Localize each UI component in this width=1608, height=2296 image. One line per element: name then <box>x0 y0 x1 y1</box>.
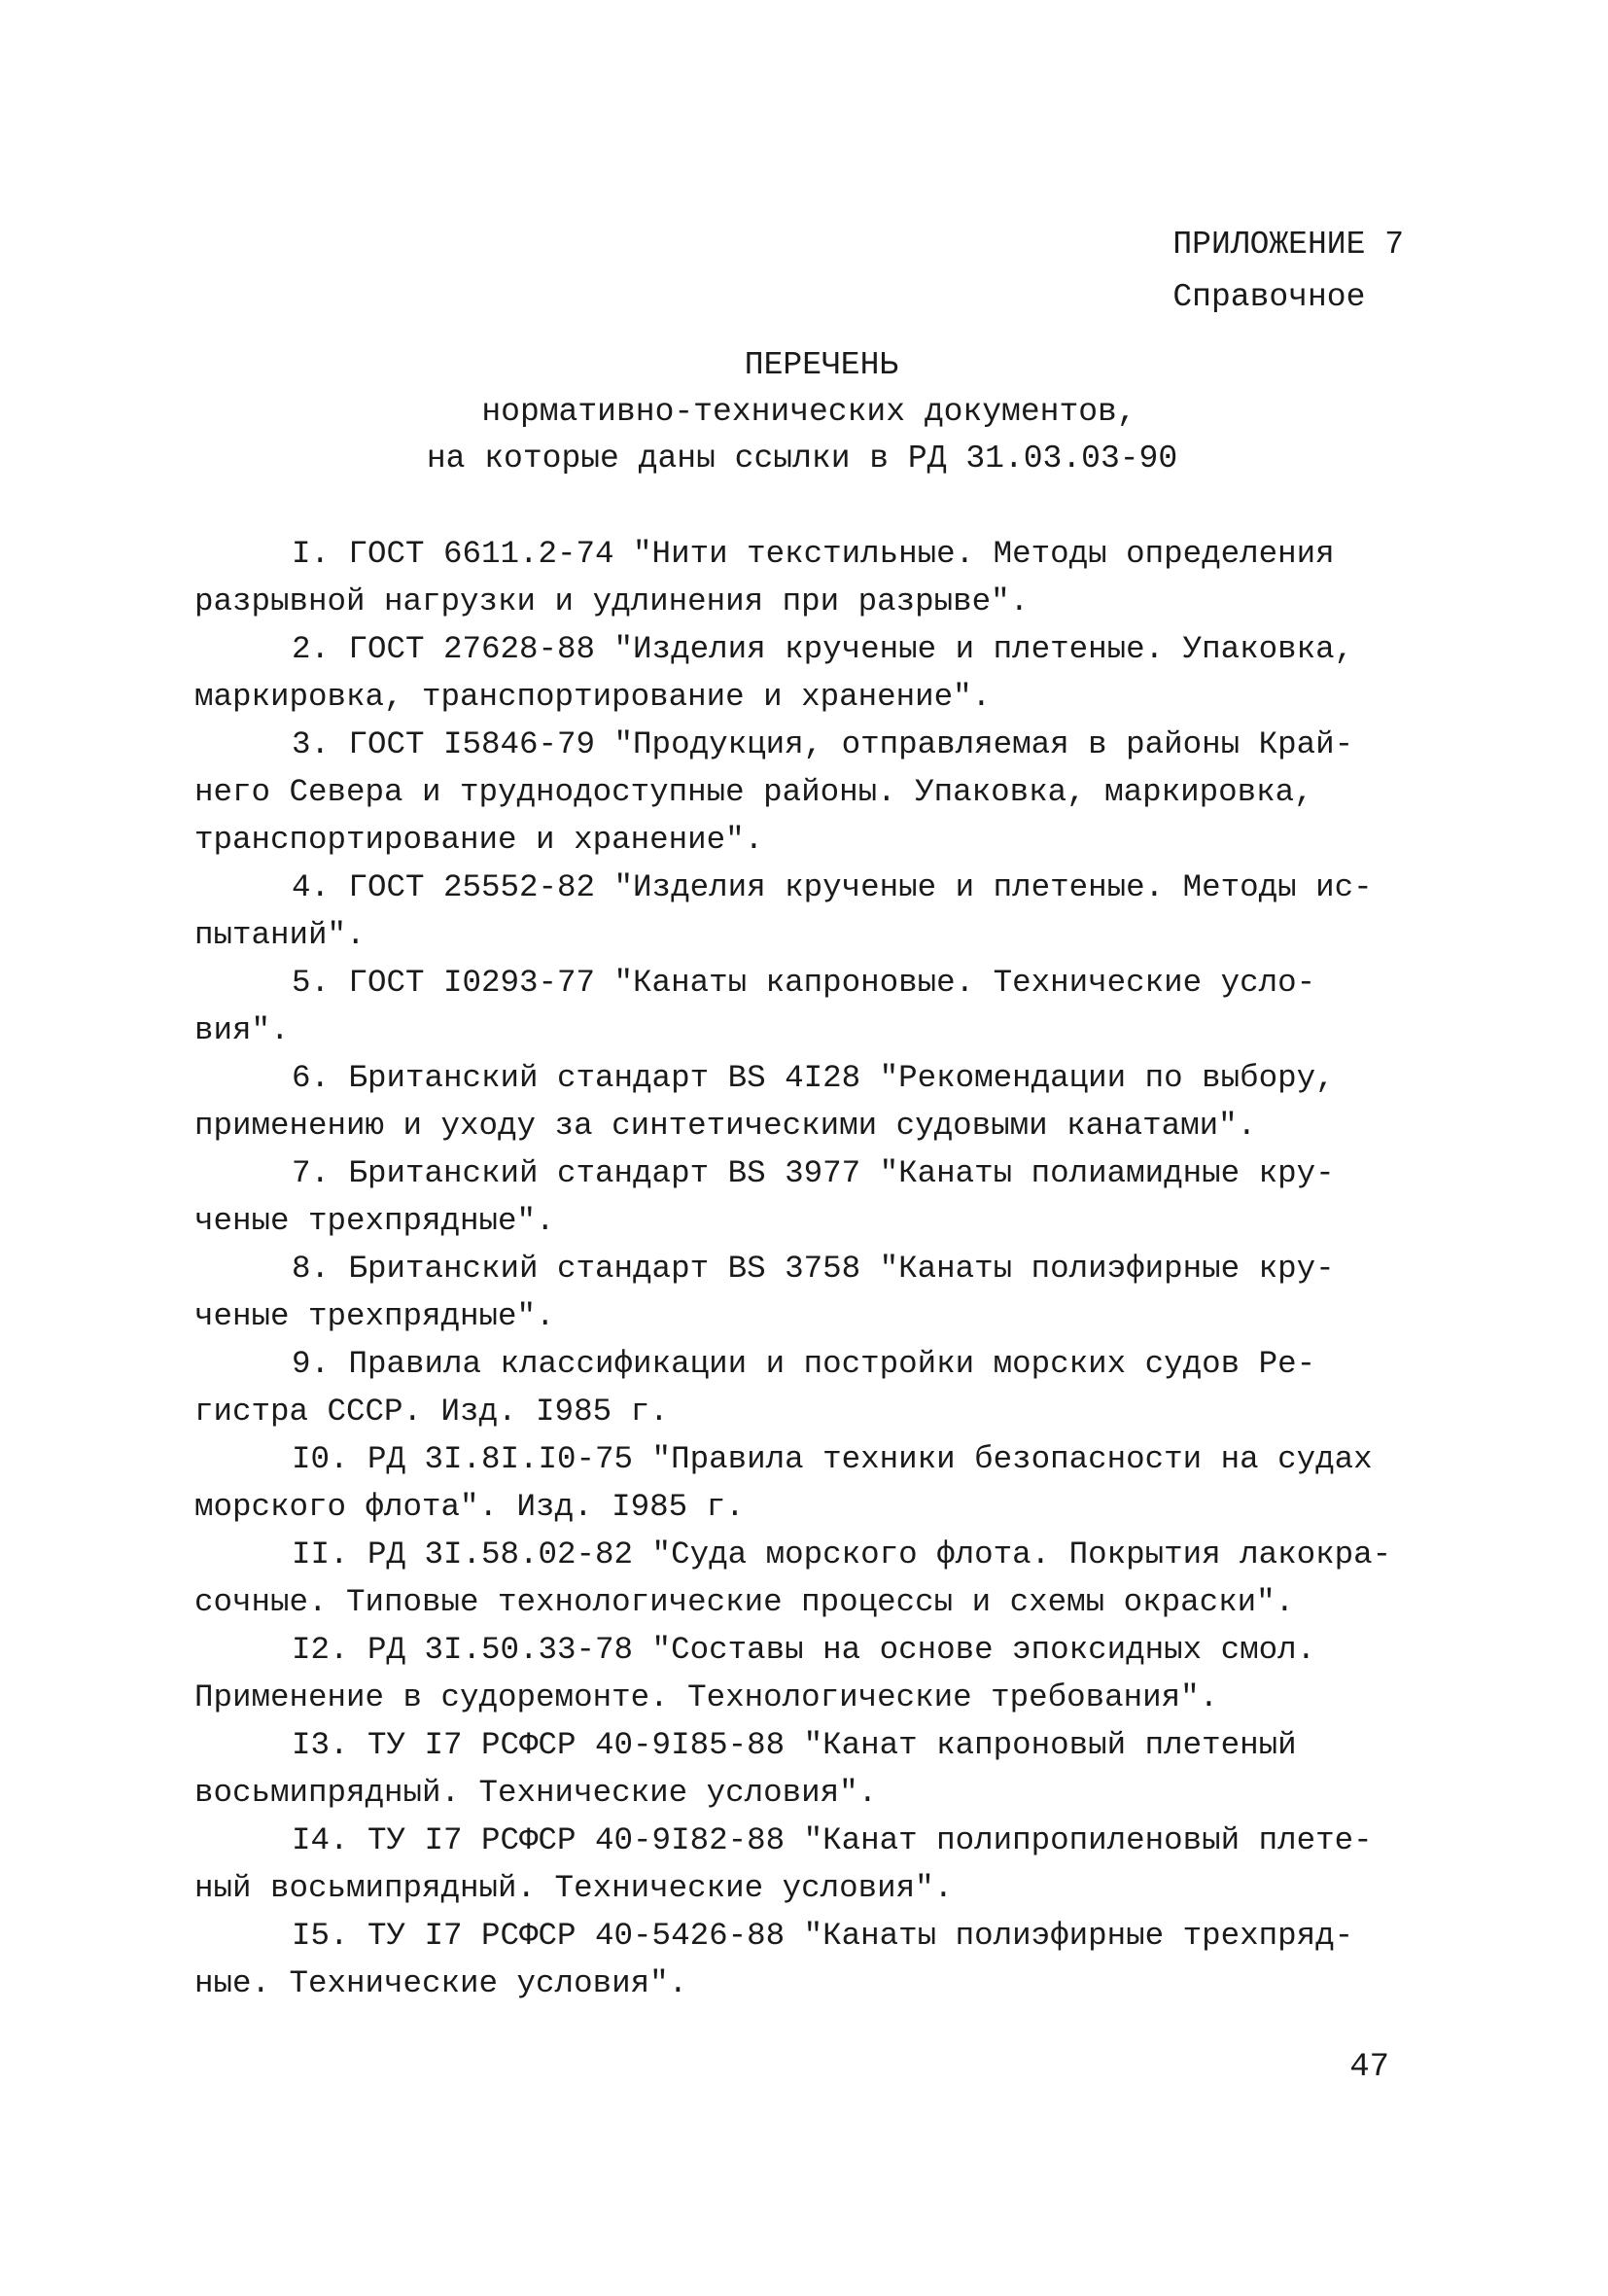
page-number: 47 <box>1349 2049 1389 2086</box>
list-item-line: маркировка, транспортирование и хранение". <box>194 679 992 715</box>
list-item-line: 3. ГОСТ I5846-79 "Продукция, отправляемая в районы Край- <box>292 726 1354 762</box>
list-item <box>194 1817 1405 1912</box>
list-item-line: ные. Технические условия". <box>194 1965 688 2001</box>
appendix-type: Справочное <box>1172 279 1366 315</box>
list-item <box>194 1531 1405 1626</box>
list-item <box>194 1149 1405 1245</box>
list-item-line: 4. ГОСТ 25552-82 "Изделия крученые и плетеные. Методы ис- <box>292 869 1373 905</box>
title-line-3: на которые даны ссылки в РД 31.03.03-90 <box>426 441 1178 477</box>
list-item-line: I4. ТУ I7 РСФСР 40-9I82-88 "Канат полипропиленовый плете- <box>292 1822 1373 1858</box>
list-item-line: ченые трехпрядные". <box>194 1203 555 1239</box>
list-item-line: II. РД 3I.58.02-82 "Суда морского флота. Покрытия лакокра- <box>292 1537 1392 1572</box>
list-item <box>194 1435 1405 1531</box>
appendix-label: ПРИЛОЖЕНИЕ 7 <box>1172 227 1404 263</box>
list-item-line: I0. РД 3I.8I.I0-75 "Правила техники безопасности на судах <box>292 1441 1373 1477</box>
document-title <box>0 342 1608 482</box>
title-line-1: ПЕРЕЧЕНЬ <box>744 347 899 383</box>
list-item-line: I3. ТУ I7 РСФСР 40-9I85-88 "Канат капроновый плетеный <box>292 1727 1297 1763</box>
list-item-line: гистра СССР. Изд. I985 г. <box>194 1394 669 1430</box>
list-item-line: 6. Британский стандарт BS 4I28 "Рекомендации по выбору, <box>292 1060 1335 1096</box>
list-item-line: I. ГОСТ 6611.2-74 "Нити текстильные. Методы определения <box>292 536 1335 572</box>
list-item-line: 5. ГОСТ I0293-77 "Канаты капроновые. Технические усло- <box>292 965 1316 1001</box>
list-item-line: вия". <box>194 1012 290 1048</box>
list-item-line: сочные. Типовые технологические процессы и схемы окраски". <box>194 1584 1295 1620</box>
list-item-line: ченые трехпрядные". <box>194 1298 555 1334</box>
list-item-line: разрывной нагрузки и удлинения при разрыве". <box>194 583 1030 619</box>
list-item <box>194 1245 1405 1340</box>
list-item-line: него Севера и труднодоступные районы. Упаковка, маркировка, <box>194 774 1313 810</box>
list-item-line: 7. Британский стандарт BS 3977 "Канаты полиамидные кру- <box>292 1155 1335 1191</box>
list-item-line: I5. ТУ I7 РСФСР 40-5426-88 "Канаты полиэфирные трехпряд- <box>292 1918 1354 1954</box>
list-item-line: морского флота". Изд. I985 г. <box>194 1489 745 1525</box>
list-item-line: I2. РД 3I.50.33-78 "Составы на основе эпоксидных смол. <box>292 1632 1316 1668</box>
list-item-line: применению и уходу за синтетическими судовыми канатами". <box>194 1108 1257 1144</box>
list-item <box>194 721 1405 864</box>
list-item <box>194 959 1405 1054</box>
list-item <box>194 1912 1405 2007</box>
title-line-2: нормативно-технических документов, <box>481 394 1136 430</box>
list-item-line: Применение в судоремонте. Технологические требования". <box>194 1679 1219 1715</box>
list-item <box>194 1340 1405 1435</box>
list-item-line: 2. ГОСТ 27628-88 "Изделия крученые и плетеные. Упаковка, <box>292 631 1354 667</box>
list-item <box>194 864 1405 959</box>
appendix-header <box>1172 219 1404 324</box>
list-item-line: восьмипрядный. Технические условия". <box>194 1775 878 1811</box>
list-item-line: 9. Правила классификации и постройки морских судов Ре- <box>292 1346 1316 1382</box>
list-item-line: пытаний". <box>194 917 366 953</box>
list-item <box>194 1054 1405 1149</box>
list-item <box>194 1721 1405 1817</box>
list-item-line: ный восьмипрядный. Технические условия". <box>194 1870 954 1906</box>
list-item <box>194 530 1405 625</box>
list-item <box>194 625 1405 721</box>
list-item-line: транспортирование и хранение". <box>194 822 764 858</box>
list-item-line: 8. Британский стандарт BS 3758 "Канаты полиэфирные кру- <box>292 1251 1335 1287</box>
reference-list <box>194 530 1405 2007</box>
list-item <box>194 1626 1405 1721</box>
